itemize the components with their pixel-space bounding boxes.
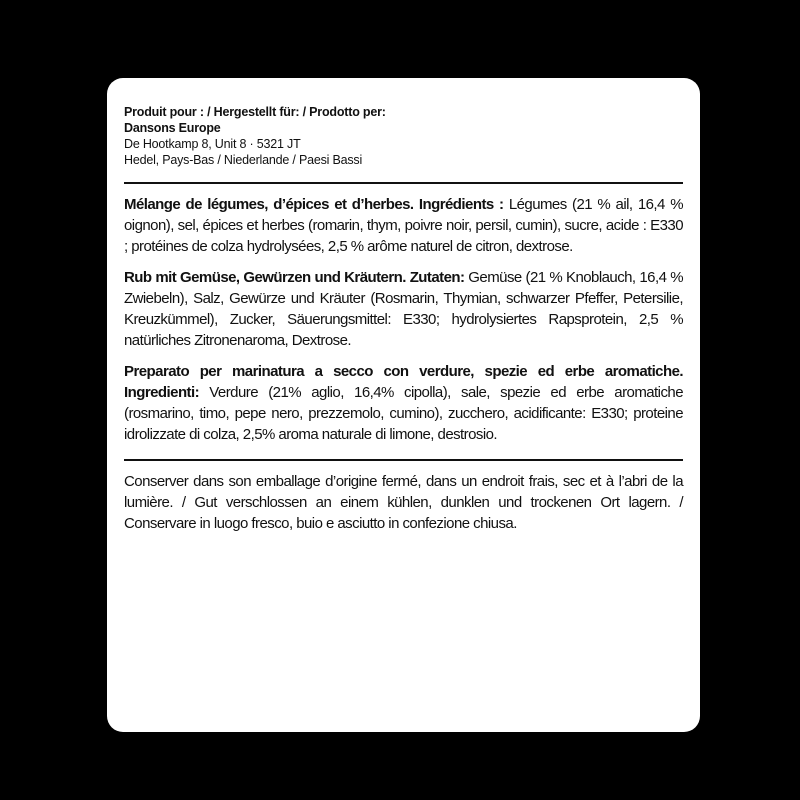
ingredients-fr [124,194,683,257]
company-name: Dansons Europe [124,121,221,135]
ingredients-it-text: Verdure (21% aglio, 16,4% cipolla), sale, spezie ed erbe aromatiche (rosmarino, timo, pepe nero, prezzemolo, cumino), zucchero, acidificante: E330; proteine idrolizzate di colza, 2,5% aroma naturale di limone, destrosio. [124,384,683,443]
divider-top [124,182,683,184]
ingredients-fr-heading: Mélange de légumes, d’épices et d’herbes. Ingrédients : [124,196,504,213]
manufacturer-block [124,104,683,168]
produced-for-heading: Produit pour : / Hergestellt für: / Prodotto per: [124,105,386,119]
product-label [107,78,700,732]
ingredients-fr-text: Légumes (21 % ail, 16,4 % oignon), sel, épices et herbes (romarin, thym, poivre noir, persil, cumin), sucre, acide : E330 ; protéines de colza hydrolysées, 2,5 % arôme naturel de citron, dextrose. [124,196,683,255]
address-line-2: Hedel, Pays-Bas / Niederlande / Paesi Bassi [124,153,363,167]
divider-bottom [124,459,683,461]
ingredients-de-heading: Rub mit Gemüse, Gewürzen und Kräutern. Zutaten: [124,269,465,286]
ingredients-de [124,267,683,351]
address-line-1: De Hootkamp 8, Unit 8 · 5321 JT [124,137,301,151]
ingredients-it-heading: Preparato per marinatura a secco con verdure, spezie ed erbe aromatiche. Ingredienti: [124,363,683,401]
ingredients-it [124,361,683,445]
storage-instructions: Conserver dans son emballage d’origine fermé, dans un endroit frais, sec et à l’abri de la lumière. / Gut verschlossen an einem kühlen, dunklen und trockenen Ort lagern. / Conservare in luogo fresco, buio e asciutto in confezione chiusa. [124,473,683,532]
ingredients-de-text: Gemüse (21 % Knoblauch, 16,4 % Zwiebeln), Salz, Gewürze und Kräuter (Rosmarin, Thymian, schwarzer Pfeffer, Petersilie, Kreuzkümmel), Zucker, Säuerungsmittel: E330; hydrolysiertes Rapsprotein, 2,5 % natürliches Zitronenaroma, Dextrose. [124,269,683,349]
